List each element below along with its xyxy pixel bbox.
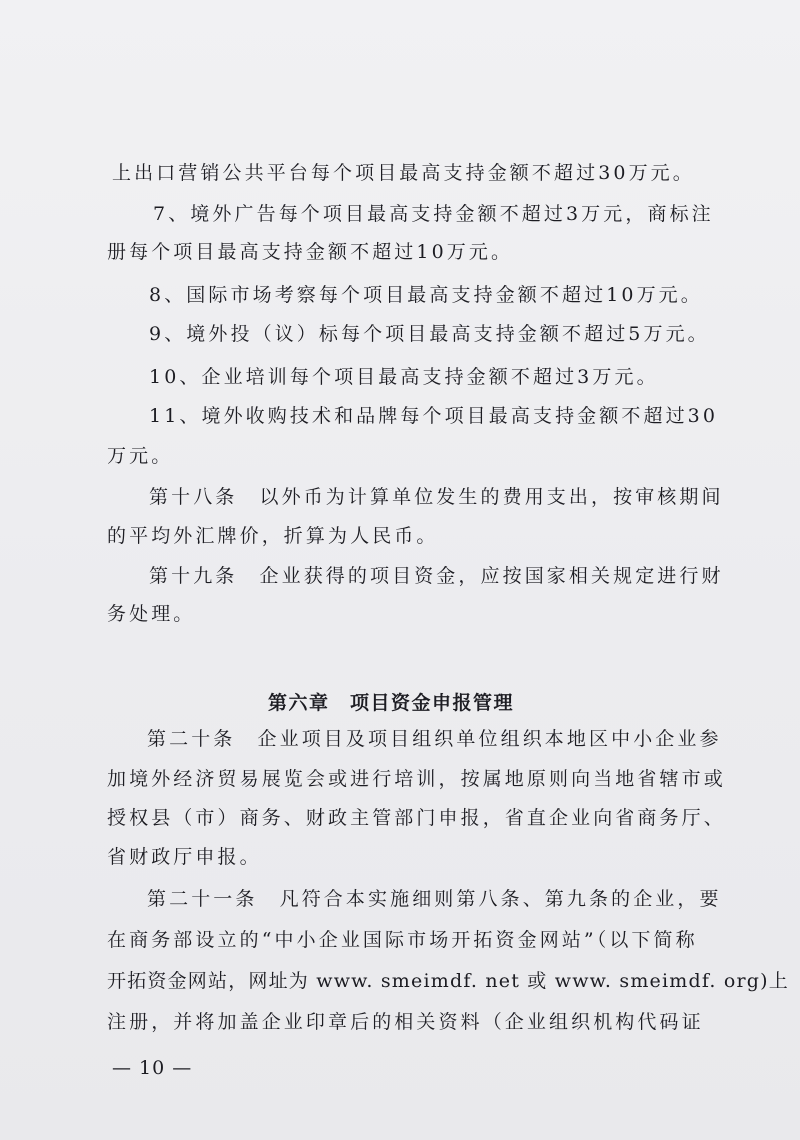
paragraph-line: 7、境外广告每个项目最高支持金额不超过3万元，商标注 — [153, 203, 714, 225]
page-number: — 10 — — [112, 1057, 193, 1079]
paragraph-line: 务处理。 — [107, 603, 196, 625]
paragraph-line: 万元。 — [107, 445, 174, 467]
paragraph-line: 10、企业培训每个项目最高支持金额不超过3万元。 — [149, 366, 659, 388]
paragraph-line: 第十九条 企业获得的项目资金，应按国家相关规定进行财 — [149, 565, 724, 587]
paragraph-line: 注册，并将加盖企业印章后的相关资料（企业组织机构代码证 — [107, 1011, 704, 1033]
paragraph-line: 授权县（市）商务、财政主管部门申报，省直企业向省商务厅、 — [107, 807, 726, 829]
paragraph-line: 8、国际市场考察每个项目最高支持金额不超过10万元。 — [149, 284, 703, 306]
paragraph-line: 11、境外收购技术和品牌每个项目最高支持金额不超过30 — [149, 405, 719, 427]
paragraph-line: 第二十一条 凡符合本实施细则第八条、第九条的企业，要 — [147, 888, 722, 910]
paragraph-line: 省财政厅申报。 — [107, 846, 262, 868]
paragraph-line: 9、境外投（议）标每个项目最高支持金额不超过5万元。 — [149, 323, 710, 345]
paragraph-line: 第二十条 企业项目及项目组织单位组织本地区中小企业参 — [147, 728, 722, 750]
paragraph-line: 第十八条 以外币为计算单位发生的费用支出，按审核期间 — [149, 486, 724, 508]
paragraph-line: 开拓资金网站，网址为 www. smeimdf. net 或 www. smeimdf. org)上 — [107, 970, 789, 992]
chapter-heading: 第六章 项目资金申报管理 — [268, 692, 515, 714]
paragraph-line: 上出口营销公共平台每个项目最高支持金额不超过30万元。 — [112, 162, 695, 184]
paragraph-line: 加境外经济贸易展览会或进行培训，按属地原则向当地省辖市或 — [107, 768, 726, 790]
paragraph-line: 册每个项目最高支持金额不超过10万元。 — [107, 241, 514, 263]
paragraph-line: 的平均外汇牌价，折算为人民币。 — [107, 525, 439, 547]
paragraph-line: 在商务部设立的“中小企业国际市场开拓资金网站”（以下简称 — [107, 929, 698, 951]
